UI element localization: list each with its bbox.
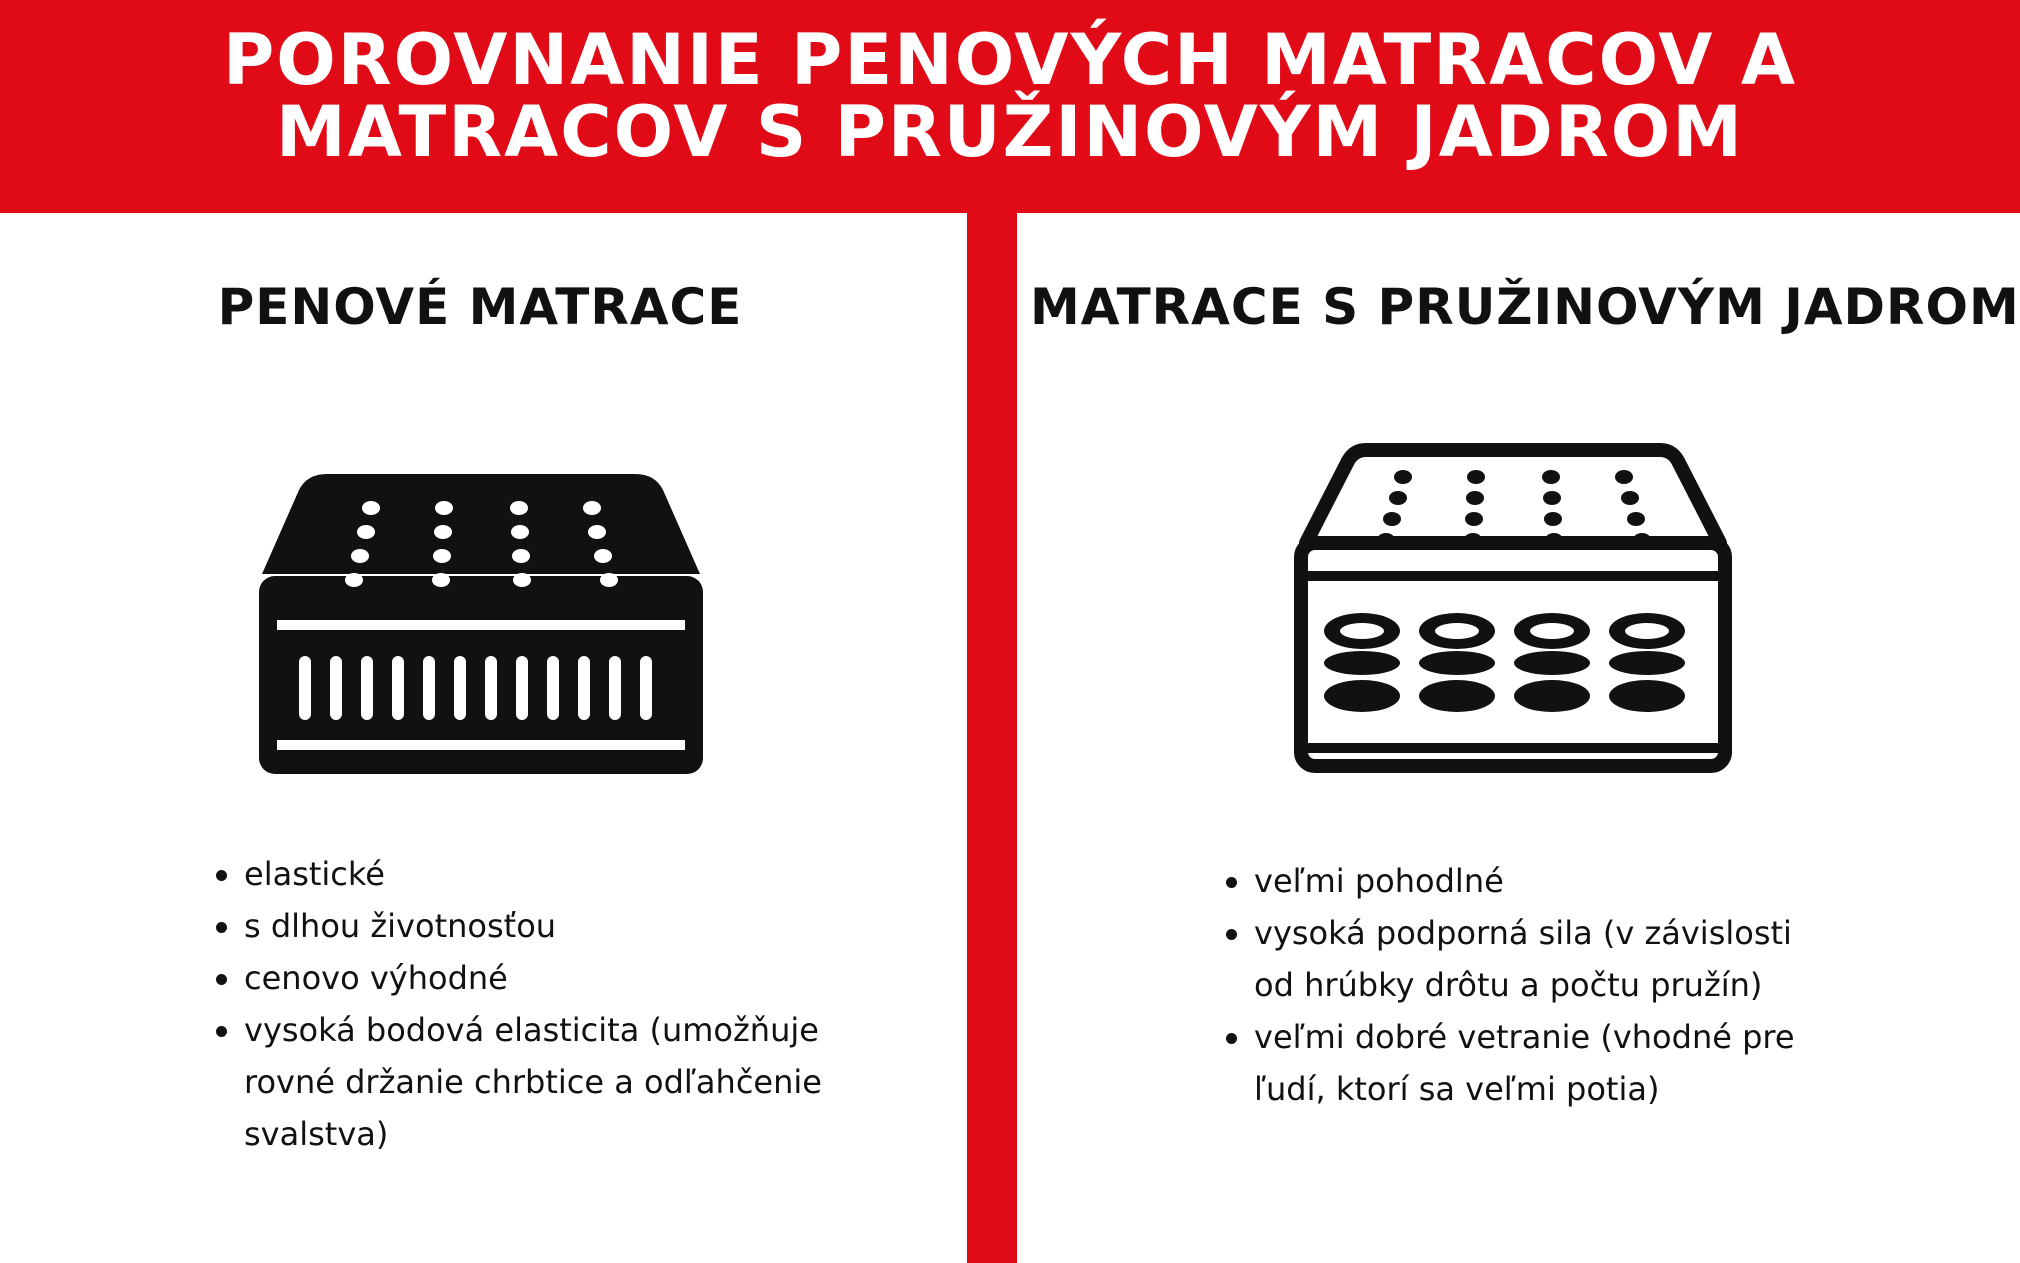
foam-mattress-icon xyxy=(259,474,703,774)
page-title-line-1: POROVNANIE PENOVÝCH MATRACOV A xyxy=(222,19,1798,101)
feature-text: vysoká bodová elasticita (umožňuje rovné držanie chrbtice a odľahčenie svalstva) xyxy=(244,1011,822,1153)
feature-text: veľmi pohodlné xyxy=(1254,862,1504,900)
list-item xyxy=(212,1004,912,1160)
spring-feature-list xyxy=(1222,855,1922,1115)
spring-coils xyxy=(1324,613,1685,712)
foam-feature-list xyxy=(212,848,912,1160)
list-item xyxy=(1222,855,1922,907)
bullet-icon xyxy=(1226,1033,1237,1044)
feature-text: cenovo výhodné xyxy=(244,959,508,997)
list-item xyxy=(212,848,912,900)
feature-text: vysoká podporná sila (v závislosti od hrúbky drôtu a počtu pružín) xyxy=(1254,914,1792,1004)
list-item xyxy=(1222,907,1922,1011)
mattress-top-surface xyxy=(262,474,700,574)
foam-mattress-heading: PENOVÉ MATRACE xyxy=(217,278,743,336)
spring-mattress-heading: MATRACE S PRUŽINOVÝM JADROM xyxy=(1030,278,2020,336)
page-title-line-2: MATRACOV S PRUŽINOVÝM JADROM xyxy=(276,91,1744,173)
bullet-icon xyxy=(1226,877,1237,888)
column-divider xyxy=(967,213,1017,1263)
list-item xyxy=(212,900,912,952)
bullet-icon xyxy=(216,1026,227,1037)
list-item xyxy=(212,952,912,1004)
spring-mattress-icon xyxy=(1294,443,1732,773)
bullet-icon xyxy=(1226,929,1237,940)
list-item xyxy=(1222,1011,1922,1115)
feature-text: elastické xyxy=(244,855,385,893)
mattress-quilting-dots xyxy=(1377,470,1651,547)
feature-text: veľmi dobré vetranie (vhodné pre ľudí, ktorí sa veľmi potia) xyxy=(1254,1018,1795,1108)
bullet-icon xyxy=(216,922,227,933)
bullet-icon xyxy=(216,974,227,985)
mattress-top-outline xyxy=(1306,450,1720,543)
feature-text: s dlhou životnosťou xyxy=(244,907,557,945)
title-banner xyxy=(0,0,2020,213)
bullet-icon xyxy=(216,870,227,881)
